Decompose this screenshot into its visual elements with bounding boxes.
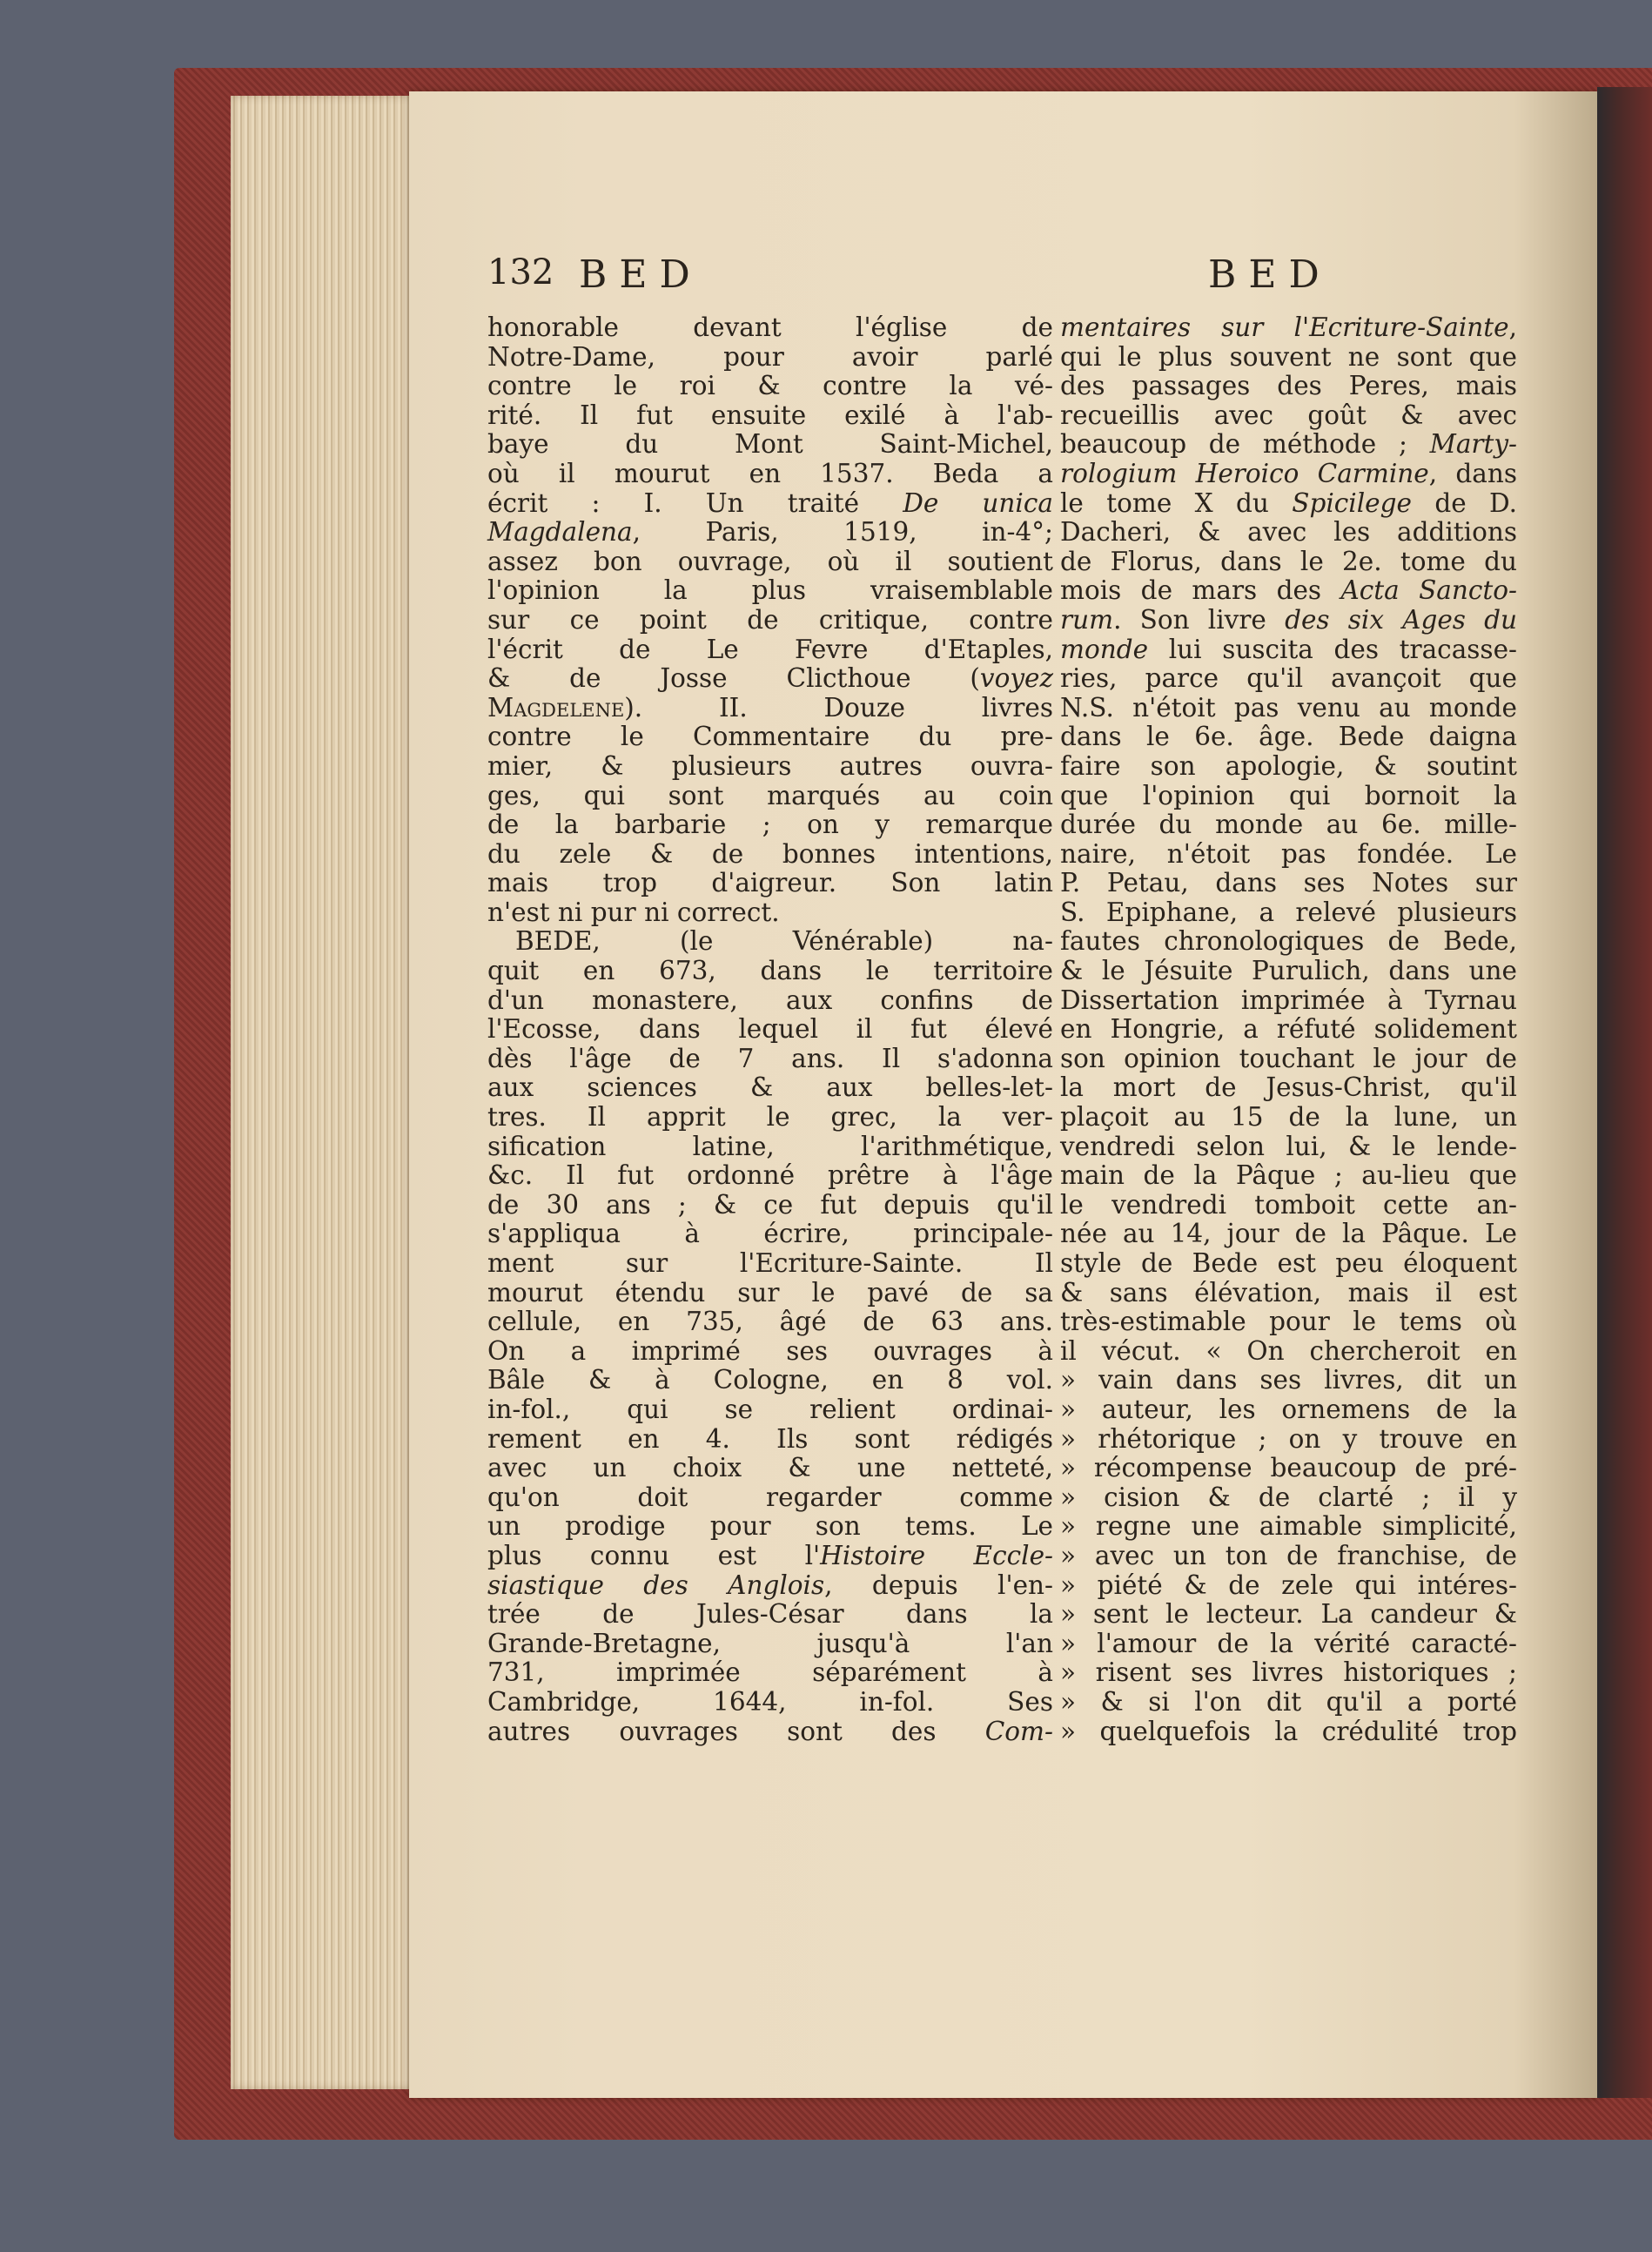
italic-title: Histoire Eccle- [820, 1540, 1053, 1570]
text-line: cellule, en 735, âgé de 63 ans. [487, 1307, 1053, 1337]
book-spine [1597, 87, 1652, 2098]
text-line: très-estimable pour le tems où [1060, 1307, 1517, 1337]
text-line: il vécut. « On chercheroit en [1060, 1335, 1517, 1366]
italic-title: mentaires sur l'Ecriture-Sainte [1060, 313, 1509, 342]
text-line: » l'amour de la vérité caracté- [1060, 1628, 1517, 1658]
italic-title: rologium Heroico Carmine [1060, 458, 1429, 488]
italic-title: rum [1060, 604, 1114, 635]
text-line: de la barbarie ; on y remarque [487, 810, 1053, 840]
text-line: » avec un ton de franchise, de [1060, 1540, 1517, 1570]
text-line: » cision & de clarté ; il y [1060, 1482, 1517, 1512]
text-line: On a imprimé ses ouvrages à [487, 1335, 1053, 1366]
text-column-left [487, 313, 1053, 1746]
text-line: sification latine, l'arithmétique, [487, 1131, 1053, 1161]
text-line: siastique des Anglois, depuis l'en- [487, 1570, 1053, 1600]
text-line: &c. Il fut ordonné prêtre à l'âge [487, 1160, 1053, 1191]
text-line: ries, parce qu'il avançoit que [1060, 663, 1517, 694]
text-line: tres. Il apprit le grec, la ver- [487, 1102, 1053, 1133]
italic-title: Magdalena [487, 517, 633, 548]
text-line: Dacheri, & avec les additions [1060, 517, 1517, 548]
text-line: l'Ecosse, dans lequel il fut élevé [487, 1014, 1053, 1045]
text-line: son opinion touchant le jour de [1060, 1043, 1517, 1073]
text-line: & de Josse Clicthoue (voyez [487, 663, 1053, 694]
text-line: » quelquefois la crédulité trop [1060, 1716, 1517, 1746]
text-line: Dissertation imprimée à Tyrnau [1060, 985, 1517, 1015]
entry-heading-line: BEDE, (le Vénérable) na- [515, 926, 1053, 957]
text-line: honorable devant l'église de [487, 313, 1053, 342]
text-line: d'un monastere, aux confins de [487, 985, 1053, 1015]
text-line: » auteur, les ornemens de la [1060, 1394, 1517, 1424]
text-line: Grande-Bretagne, jusqu'à l'an [487, 1628, 1053, 1658]
text-line: baye du Mont Saint-Michel, [487, 429, 1053, 460]
text-line: recueillis avec goût & avec [1060, 400, 1517, 430]
text-line: avec un choix & une netteté, [487, 1453, 1053, 1483]
text-line: » regne une aimable simplicité, [1060, 1511, 1517, 1542]
text-line: plus connu est l'Histoire Eccle- [487, 1540, 1053, 1570]
text-line: contre le Commentaire du pre- [487, 722, 1053, 752]
italic-title: Marty- [1429, 429, 1517, 460]
text-line: monde lui suscita des tracasse- [1060, 634, 1517, 664]
text-line: la mort de Jesus-Christ, qu'il [1060, 1072, 1517, 1103]
text-line: des passages des Peres, mais [1060, 371, 1517, 401]
text-line: n'est ni pur ni correct. [487, 897, 780, 927]
text-line: » vain dans ses livres, dit un [1060, 1365, 1517, 1395]
text-line: S. Epiphane, a relevé plusieurs [1060, 897, 1517, 927]
text-line: qu'on doit regarder comme [487, 1482, 1053, 1512]
text-line: naire, n'étoit pas fondée. Le [1060, 838, 1517, 869]
text-line: mentaires sur l'Ecriture-Sainte, [1060, 313, 1517, 342]
text-line: 731, imprimée séparément à [487, 1657, 1053, 1688]
text-line: rement en 4. Ils sont rédigés [487, 1423, 1053, 1454]
text-line: le tome X du Spicilege de D. [1060, 487, 1517, 518]
text-line: où il mourut en 1537. Beda a [487, 458, 1053, 488]
text-line: » sent le lecteur. La candeur & [1060, 1599, 1517, 1630]
running-head-left: BED [579, 252, 702, 297]
text-line: & sans élévation, mais il est [1060, 1277, 1517, 1308]
text-line: née au 14, jour de la Pâque. Le [1060, 1219, 1517, 1249]
text-line: dès l'âge de 7 ans. Il s'adonna [487, 1043, 1053, 1073]
text-line: s'appliqua à écrire, principale- [487, 1219, 1053, 1249]
text-line: » récompense beaucoup de pré- [1060, 1453, 1517, 1483]
italic-word: voyez [979, 663, 1053, 694]
italic-word: Com- [984, 1716, 1053, 1746]
running-head-right: BED [1208, 252, 1332, 297]
text-line: durée du monde au 6e. mille- [1060, 810, 1517, 840]
text-line: rologium Heroico Carmine, dans [1060, 458, 1517, 488]
text-line: un prodige pour son tems. Le [487, 1511, 1053, 1542]
text-line: autres ouvrages sont des Com- [487, 1716, 1053, 1746]
text-line: » & si l'on dit qu'il a porté [1060, 1686, 1517, 1717]
text-line: N.S. n'étoit pas venu au monde [1060, 692, 1517, 723]
italic-title: des six Ages du [1285, 604, 1517, 635]
text-line: mourut étendu sur le pavé de sa [487, 1277, 1053, 1308]
text-line: faire son apologie, & soutint [1060, 750, 1517, 781]
text-line: le vendredi tomboit cette an- [1060, 1189, 1517, 1220]
text-line: dans le 6e. âge. Bede daigna [1060, 722, 1517, 752]
text-line: sur ce point de critique, contre [487, 604, 1053, 635]
text-line: in-fol., qui se relient ordinai- [487, 1394, 1053, 1424]
text-line: en Hongrie, a réfuté solidement [1060, 1014, 1517, 1045]
text-line: » rhétorique ; on y trouve en [1060, 1423, 1517, 1454]
text-line: Magdelene). II. Douze livres [487, 692, 1053, 723]
text-line: l'écrit de Le Fevre d'Etaples, [487, 634, 1053, 664]
text-line: » risent ses livres historiques ; [1060, 1657, 1517, 1688]
text-line: ges, qui sont marqués au coin [487, 780, 1053, 810]
page-number: 132 [487, 252, 554, 292]
text-line: Notre-Dame, pour avoir parlé [487, 341, 1053, 372]
text-line: du zele & de bonnes intentions, [487, 838, 1053, 869]
text-line: de Florus, dans le 2e. tome du [1060, 546, 1517, 576]
text-line: plaçoit au 15 de la lune, un [1060, 1102, 1517, 1133]
italic-title: Acta Sancto- [1340, 575, 1517, 606]
text-line: vendredi selon lui, & le lende- [1060, 1131, 1517, 1161]
text-line: fautes chronologiques de Bede, [1060, 926, 1517, 957]
text-column-right [1060, 313, 1517, 1746]
text-line: écrit : I. Un traité De unica [487, 487, 1053, 518]
text-line: beaucoup de méthode ; Marty- [1060, 429, 1517, 460]
text-line: quit en 673, dans le territoire [487, 956, 1053, 986]
text-line: aux sciences & aux belles-let- [487, 1072, 1053, 1103]
text-line: » piété & de zele qui intéres- [1060, 1570, 1517, 1600]
text-line: mier, & plusieurs autres ouvra- [487, 750, 1053, 781]
italic-title: De unica [903, 487, 1053, 518]
text-line: ment sur l'Ecriture-Sainte. Il [487, 1248, 1053, 1278]
text-line: que l'opinion qui bornoit la [1060, 780, 1517, 810]
page-edges [231, 96, 431, 2089]
text-line: main de la Pâque ; au-lieu que [1060, 1160, 1517, 1191]
text-line: Cambridge, 1644, in-fol. Ses [487, 1686, 1053, 1717]
text-line: l'opinion la plus vraisemblable [487, 575, 1053, 606]
text-line: Magdalena, Paris, 1519, in-4°; [487, 517, 1053, 548]
italic-title: siastique des Anglois [487, 1570, 825, 1600]
text-line: contre le roi & contre la vé- [487, 371, 1053, 401]
text-line: rum. Son livre des six Ages du [1060, 604, 1517, 635]
italic-title: monde [1060, 634, 1149, 664]
text-line: mois de mars des Acta Sancto- [1060, 575, 1517, 606]
text-line: assez bon ouvrage, où il soutient [487, 546, 1053, 576]
text-line: trée de Jules-César dans la [487, 1599, 1053, 1630]
cross-reference: Magdelene [487, 692, 625, 723]
text-line: mais trop d'aigreur. Son latin [487, 868, 1053, 898]
text-line: rité. Il fut ensuite exilé à l'ab- [487, 400, 1053, 430]
text-line: de 30 ans ; & ce fut depuis qu'il [487, 1189, 1053, 1220]
text-line: Bâle & à Cologne, en 8 vol. [487, 1365, 1053, 1395]
text-line: qui le plus souvent ne sont que [1060, 341, 1517, 372]
text-line: & le Jésuite Purulich, dans une [1060, 956, 1517, 986]
italic-title: Spicilege [1292, 487, 1412, 518]
text-line: style de Bede est peu éloquent [1060, 1248, 1517, 1278]
text-line: P. Petau, dans ses Notes sur [1060, 868, 1517, 898]
